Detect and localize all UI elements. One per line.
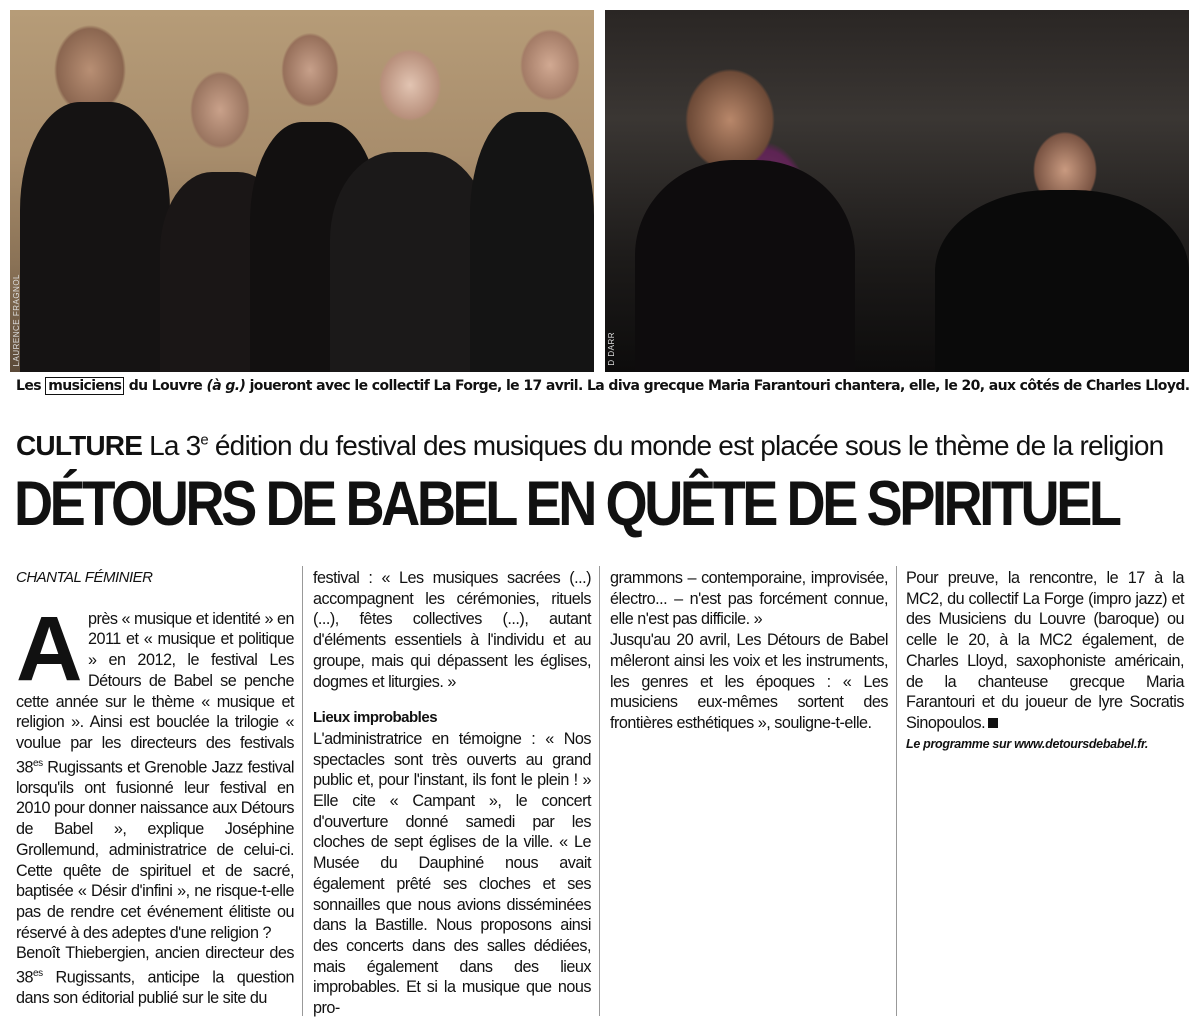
kicker [16,430,1163,462]
caption-text: du Louvre [124,378,207,394]
paragraph [906,568,1184,734]
article-column-2 [313,568,591,1019]
paragraph: L'administratrice en témoigne : « Nos spectacles sont très ouverts au grand public et, pour l'instant, ils font le plein ! » Elle cite « Campant », le concert d'ouverture donné samedi par les cloches de sept églises de la ville. « Le Musée du Dauphiné nous avait également prêté ses cloches et ses sonnailles que nous avions disséminées dans la Bastille. Nous proposons ainsi des concerts dans des salles dédiées, mais également dans des lieux improbables. Et si la musique que nous pro- [313,729,591,1018]
paragraph-text: Rugissants, anticipe la question dans son éditorial publié sur le site du [16,968,294,1008]
photo-farantouri-lloyd [605,10,1189,372]
superscript: es [33,757,43,769]
headline: DÉTOURS DE BABEL EN QUÊTE DE SPIRITUEL [14,469,1119,539]
article-column-3 [610,568,888,734]
column-divider [599,566,600,1016]
photo-credit-right: D DARR [607,332,616,366]
caption-text: joueront avec le collectif La Forge, le 17 avril. La diva grecque Maria Farantouri chantera, elle, le 20, aux côtés de Charles Lloyd. [245,378,1190,394]
column-divider [302,566,303,1016]
caption-boxed-word: musiciens [45,377,124,395]
column-divider [896,566,897,1016]
figure-silhouette [635,160,855,372]
kicker-superscript: e [200,431,208,449]
caption-italic: (à g.) [206,378,246,394]
article-column-4 [906,568,1184,754]
section-label: CULTURE [16,430,143,461]
figure-silhouette [935,190,1189,372]
paragraph: festival : « Les musiques sacrées (...) accompagnent les cérémonies, rituels (...), fêtes collectives (...), autant d'éléments essentiels à l'individu et au groupe, mais qui dépassent les églises, dogmes et liturgies. » [313,569,591,691]
subheading: Lieux improbables [313,709,438,727]
paragraph-text: près « musique et identité » en 2011 et « musique et politique » en 2012, le festival Les Détours de Babel se penche cette année sur le thème « musique et religion ». Ainsi est bouclée la trilogie « voulue par les directeurs des festivals 38 [16,609,294,777]
caption-text: Les [16,378,46,394]
photo-credit-left: LAURENCE FRAGNOL [12,273,21,366]
kicker-text: édition du festival des musiques du monde est placée sous le thème de la religion [207,430,1164,461]
paragraph [16,943,294,1009]
dropcap: A [16,597,82,700]
paragraph-text: Benoît Thiebergien, ancien directeur des 38 [16,944,294,987]
figure-silhouette [470,112,594,372]
figure-silhouette [330,152,490,372]
superscript: es [33,968,43,980]
paragraph-text: Pour preuve, la rencontre, le 17 à la MC2, du collectif La Forge (impro jazz) et des Musiciens du Louvre (baroque) ou celle le 20, à la MC2 également, de Charles Lloyd, saxophoniste américain, de la chanteuse grecque Maria Farantouri et du joueur de lyre Socratis Sinopoulos. [906,569,1184,732]
byline: CHANTAL FÉMINIER [16,569,153,586]
photo-caption [16,378,1190,394]
figure-silhouette [20,102,170,372]
paragraph: grammons – contemporaine, improvisée, électro... – n'est pas forcément connue, elle n'est pas difficile. » [610,569,888,629]
website-link[interactable]: Le programme sur www.detoursdebabel.fr. [906,736,1149,751]
kicker-text: La 3 [142,430,201,461]
article-column-1 [16,566,294,1009]
paragraph: Jusqu'au 20 avril, Les Détours de Babel mêleront ainsi les voix et les instruments, les genres et les époques : « Les musiciens eux-mêmes sortent des frontières esthétiques », souligne-t-elle. [610,631,888,732]
paragraph [16,597,294,944]
paragraph-text: Rugissants et Grenoble Jazz festival lorsqu'ils ont fusionné leur festival en 2010 pour donner naissance aux Détours de Babel », explique Joséphine Grollemund, administratrice de celui-ci. Cette quête de spirituel et de sacré, baptisée « Désir d'infini », ne risque-t-elle pas de rendre cet événement élitiste ou réservé à des adeptes d'une religion ? [16,758,294,942]
end-mark-icon [988,718,998,728]
photo-musicians-louvre [10,10,594,372]
